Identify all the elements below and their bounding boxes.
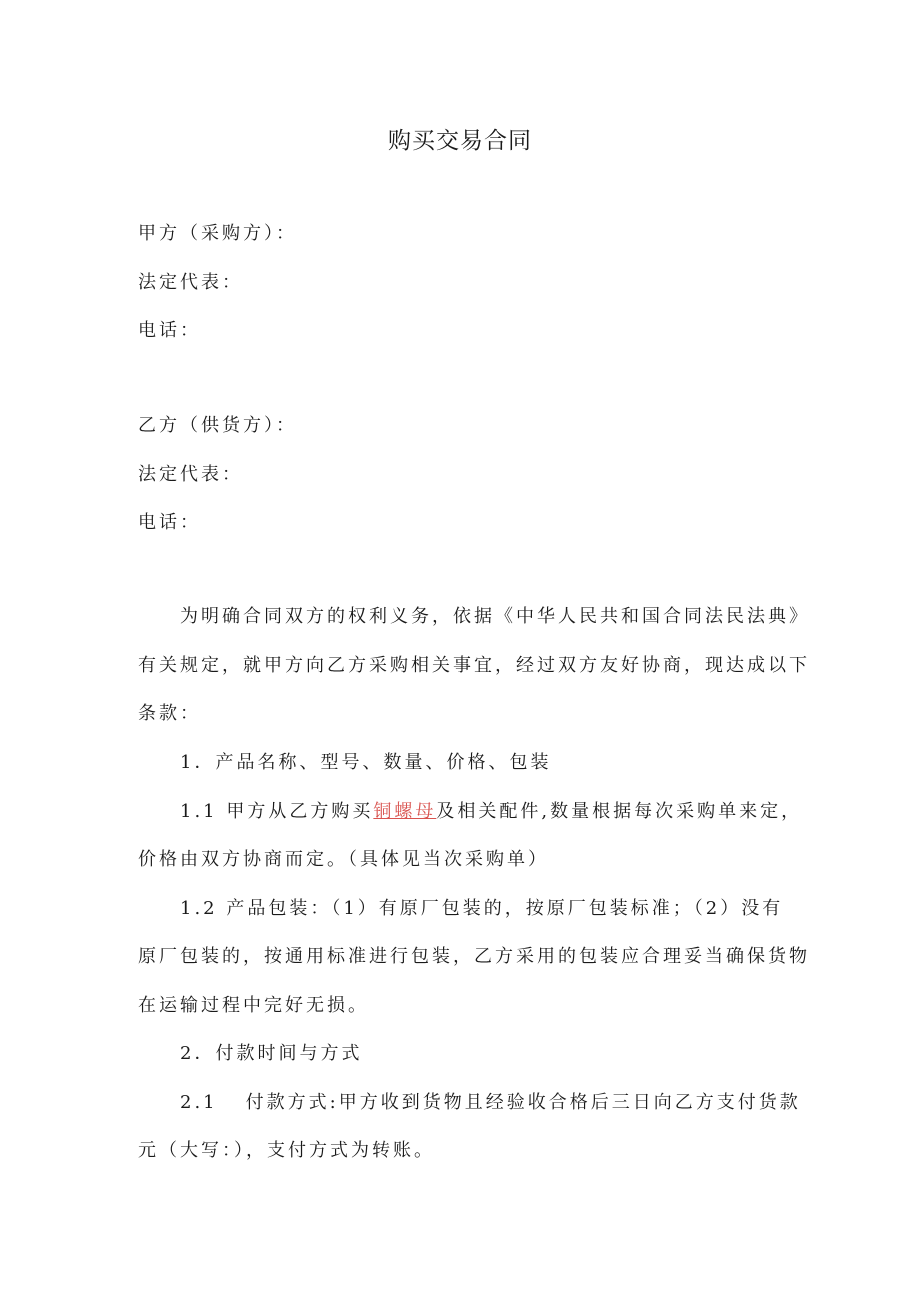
item-1-1-line-1	[180, 799, 802, 825]
item-1-2-line-3: 在运输过程中完好无损。	[138, 995, 369, 1016]
document-title: 购买交易合同	[388, 128, 532, 154]
item-1-2-line-1: 1.2 产品包装：（1）有原厂包装的，按原厂包装标准；（2）没有	[180, 898, 784, 919]
item-2-1-text: 付款方式:甲方收到货物且经验收合格后三日向乙方支付货款	[245, 1092, 801, 1113]
section-2-heading: 2．付款时间与方式	[180, 1043, 363, 1064]
product-name: 铜螺母	[373, 801, 437, 822]
item-1-2-line-2: 原厂包装的，按通用标准进行包装，乙方采用的包装应合理妥当确保货物	[138, 946, 810, 967]
party-a-label: 甲方（采购方）：	[138, 223, 297, 244]
party-b-phone: 电话：	[138, 512, 201, 533]
party-a-rep: 法定代表：	[138, 272, 243, 293]
preamble-line-3: 条款：	[138, 703, 201, 724]
item-2-1-line-2: 元（大写：），支付方式为转账。	[138, 1140, 435, 1161]
preamble-line-1: 为明确合同双方的权利义务，依据《中华人民共和国合同法民法典》	[180, 606, 810, 627]
party-a-phone: 电话：	[138, 320, 201, 341]
item-2-1-line-1	[180, 1090, 801, 1116]
preamble-line-2: 有关规定，就甲方向乙方采购相关事宜，经过双方友好协商，现达成以下	[138, 655, 810, 676]
party-b-label: 乙方（供货方）：	[138, 415, 297, 436]
item-2-1-number: 2.1	[180, 1092, 218, 1113]
party-b-rep: 法定代表：	[138, 464, 243, 485]
section-1-heading: 1．产品名称、型号、数量、价格、包装	[180, 752, 552, 773]
item-1-1-line-2: 价格由双方协商而定。（具体见当次采购单）	[138, 849, 549, 870]
item-1-1-prefix: 1.1 甲方从乙方购买	[180, 801, 374, 822]
item-1-1-suffix: 及相关配件,数量根据每次采购单来定，	[436, 801, 803, 822]
